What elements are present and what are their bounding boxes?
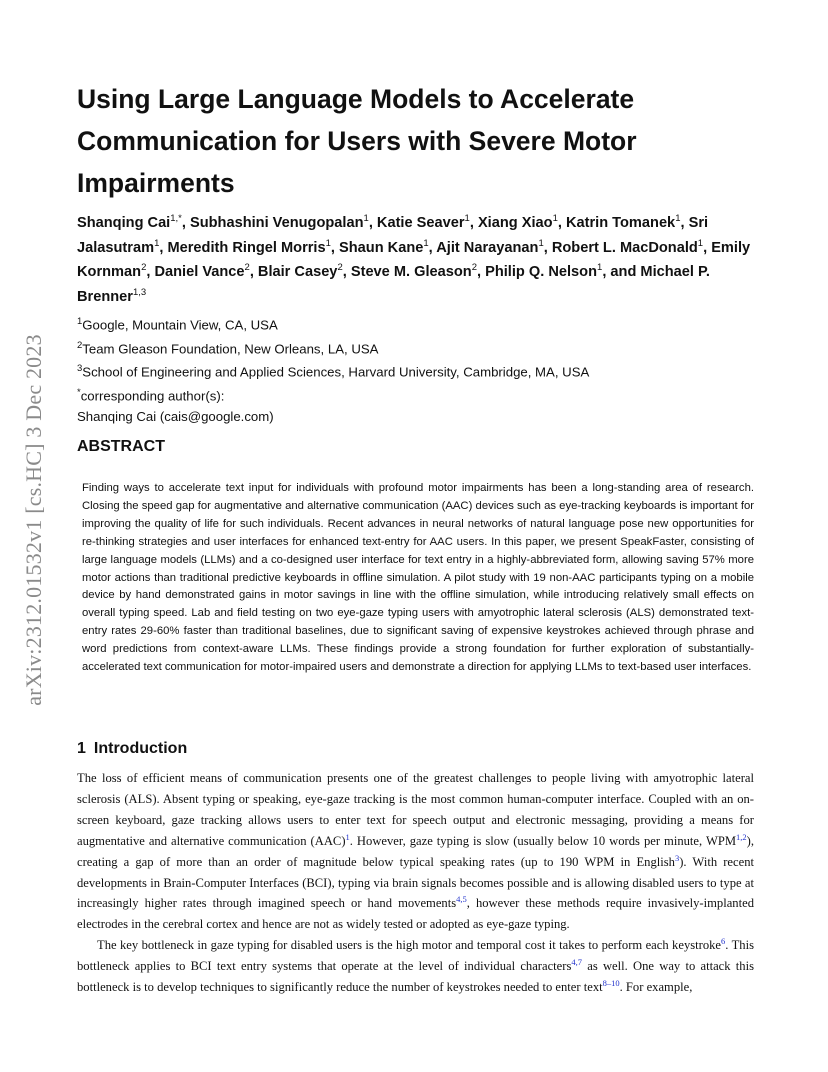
author-affiliation-mark: 1 xyxy=(675,213,681,224)
author-separator: , xyxy=(469,214,478,231)
author-separator: , xyxy=(181,214,190,231)
paragraph-text: ). With recent developments in Brain-Computer Interfaces (BCI), typing via brain signals becomes possible and is allowing disabled users to type at increasingly higher rates through imagined speech or hand movements xyxy=(77,854,754,911)
author-name: Ajit Narayanan xyxy=(436,239,539,256)
author-affiliation-mark: 2 xyxy=(141,262,147,274)
author-separator: , xyxy=(342,263,351,280)
paragraph xyxy=(77,768,754,935)
citation-link: 1 xyxy=(345,831,350,842)
citation-link: 1,2 xyxy=(736,831,747,842)
paragraph-text: ), creating a gap of more than an order of magnitude below typical speaking rates (up to 190 WPM in English xyxy=(77,833,755,869)
paragraph-text: The loss of efficient means of communication presents one of the greatest challenges to people living with amyotrophic lateral sclerosis (ALS). Absent typing or speaking, eye-gaze tracking is the most common human-computer interface. Coupled with an on-screen keyboard, gaze tracking allows users to enter text for speech output and electronic messaging, providing a means for augmentative and alternative communication (AAC) xyxy=(77,771,754,848)
author-affiliation-mark: 1 xyxy=(597,262,603,274)
author-separator: , and xyxy=(602,263,641,280)
affiliation-line xyxy=(77,312,767,336)
author-affiliation-mark: 1 xyxy=(538,237,544,249)
affiliation-mark: 1 xyxy=(77,316,83,327)
arxiv-identifier xyxy=(14,290,54,750)
affiliation-line xyxy=(77,359,767,383)
author-name: Emily Kornman xyxy=(77,239,751,280)
author-separator: , xyxy=(368,214,377,231)
abstract-heading: ABSTRACT xyxy=(77,438,165,455)
citation-link: 4,7 xyxy=(571,956,582,967)
affiliation-line xyxy=(77,407,767,427)
affiliation-text: corresponding author(s): xyxy=(80,388,225,404)
paragraph-text: . For example, xyxy=(619,980,693,995)
author-affiliation-mark: 1 xyxy=(363,213,369,224)
author-affiliation-mark: 1 xyxy=(325,237,331,249)
abstract-text: Finding ways to accelerate text input for individuals with profound motor impairments has been a long-standing area of research. Closing the speed gap for augmentative and alternative communication (AAC) devices such as eye-tracking keyboards is important for improving the quality of life for such individuals. Recent advances in neural networks of natural language pose new opportunities for re-thinking strategies and user interfaces for enhanced text-entry for AAC users. In this paper, we present SpeakFaster, consisting of large language models (LLMs) and a co-designed user interface for text entry in a highly-abbreviated form, allowing saving 57% more motor actions than traditional predictive keyboards in offline simulation. A pilot study with 19 non-AAC participants typing on a mobile device by hand demonstrated gains in motor savings in line with the offline simulation, while introducing relatively small effects on overall typing speed. Lab and field testing on two eye-gaze typing users with amyotrophic lateral sclerosis (ALS) demonstrated text-entry rates 29-60% faster than traditional baselines, due to significant saving of expensive keystrokes achieved through phrase and word predictions from context-aware LLMs. These findings provide a strong foundation for further exploration of substantially-accelerated text communication for motor-impaired users and demonstrate a direction for applying LLMs to text-based user interfaces. xyxy=(82,482,754,674)
author-separator: , xyxy=(477,263,486,280)
author-affiliation-mark: 1 xyxy=(697,237,704,249)
affiliation-text: Google, Mountain View, CA, USA xyxy=(82,317,278,333)
arxiv-identifier-text: arXiv:2312.01532v1 [cs.HC] 3 Dec 2023 xyxy=(21,334,46,706)
author-name: Daniel Vance xyxy=(154,263,245,280)
author-affiliation-mark: 2 xyxy=(337,262,343,274)
author-separator: , xyxy=(159,239,168,256)
affiliation-line xyxy=(77,336,767,360)
author-separator: , xyxy=(330,239,340,256)
affiliation-text: Shanqing Cai (cais@google.com) xyxy=(77,408,274,424)
author-list xyxy=(77,209,767,307)
author-separator: , xyxy=(543,239,552,256)
author-affiliation-mark: 2 xyxy=(471,262,477,274)
author-separator: , xyxy=(557,214,566,231)
author-name: Steve M. Gleason xyxy=(350,263,472,280)
author-name: Katie Seaver xyxy=(376,214,465,231)
paragraph xyxy=(77,935,754,998)
author-affiliation-mark: 1 xyxy=(154,237,160,249)
citation-link: 8–10 xyxy=(602,977,620,988)
author-affiliation-mark: 2 xyxy=(244,262,250,274)
author-separator: , xyxy=(428,239,437,256)
paragraph-text: , however these methods require invasively-implanted electrodes in the cerebral cortex and hence are not as widely tested or adopted as eye-gaze typing. xyxy=(77,896,754,932)
affiliation-mark: 3 xyxy=(77,363,83,375)
author-separator: , xyxy=(703,239,712,256)
author-name: Xiang Xiao xyxy=(477,214,553,231)
author-separator: , xyxy=(249,263,258,280)
author-affiliation-mark: 1 xyxy=(552,213,558,224)
citation-link: 4,5 xyxy=(456,894,467,905)
citation-link: 3 xyxy=(674,852,680,863)
author-name: Sri Jalasutram xyxy=(77,214,709,256)
author-affiliation-mark: 1,3 xyxy=(132,286,147,298)
section-number: 1 xyxy=(77,740,86,757)
citation-link: 6 xyxy=(721,936,726,947)
author-name: Shanqing Cai xyxy=(77,214,171,231)
author-name: Subhashini Venugopalan xyxy=(189,214,364,231)
author-affiliation-mark: 1 xyxy=(464,213,470,224)
section-title: Introduction xyxy=(93,740,188,757)
author-name: Meredith Ringel Morris xyxy=(167,239,326,256)
paragraph-text: . However, gaze typing is slow (usually below 10 words per minute, WPM xyxy=(349,833,737,848)
paragraph-text: . This bottleneck applies to BCI text entry systems that operate at the level of individual characters xyxy=(77,938,754,974)
affiliation-list xyxy=(77,312,767,427)
affiliation-text: Team Gleason Foundation, New Orleans, LA, USA xyxy=(82,341,379,357)
affiliation-mark: 2 xyxy=(77,339,83,351)
author-affiliation-mark: 1,* xyxy=(170,213,182,224)
affiliation-mark: * xyxy=(77,387,81,399)
author-separator: , xyxy=(680,214,689,231)
author-name: Shaun Kane xyxy=(339,239,424,256)
paper-title: Using Large Language Models to Accelerate Communication for Users with Severe Motor Impairments xyxy=(77,84,637,198)
author-name: Philip Q. Nelson xyxy=(485,263,598,280)
author-affiliation-mark: 1 xyxy=(423,237,429,249)
introduction-body xyxy=(77,768,754,998)
author-name: Katrin Tomanek xyxy=(565,214,676,231)
section-heading xyxy=(77,740,187,758)
paragraph-text: The key bottleneck in gaze typing for disabled users is the high motor and temporal cost it takes to perform each keystroke xyxy=(97,938,722,953)
author-separator: , xyxy=(146,263,155,280)
paragraph-text: as well. One way to attack this bottleneck is to develop techniques to significantly reduce the number of keystrokes needed to enter text xyxy=(77,959,754,995)
affiliation-text: School of Engineering and Applied Sciences, Harvard University, Cambridge, MA, USA xyxy=(82,364,590,380)
affiliation-line xyxy=(77,383,767,407)
author-name: Robert L. MacDonald xyxy=(551,239,698,256)
author-name: Michael P. Brenner xyxy=(77,263,710,305)
author-name: Blair Casey xyxy=(257,263,338,280)
